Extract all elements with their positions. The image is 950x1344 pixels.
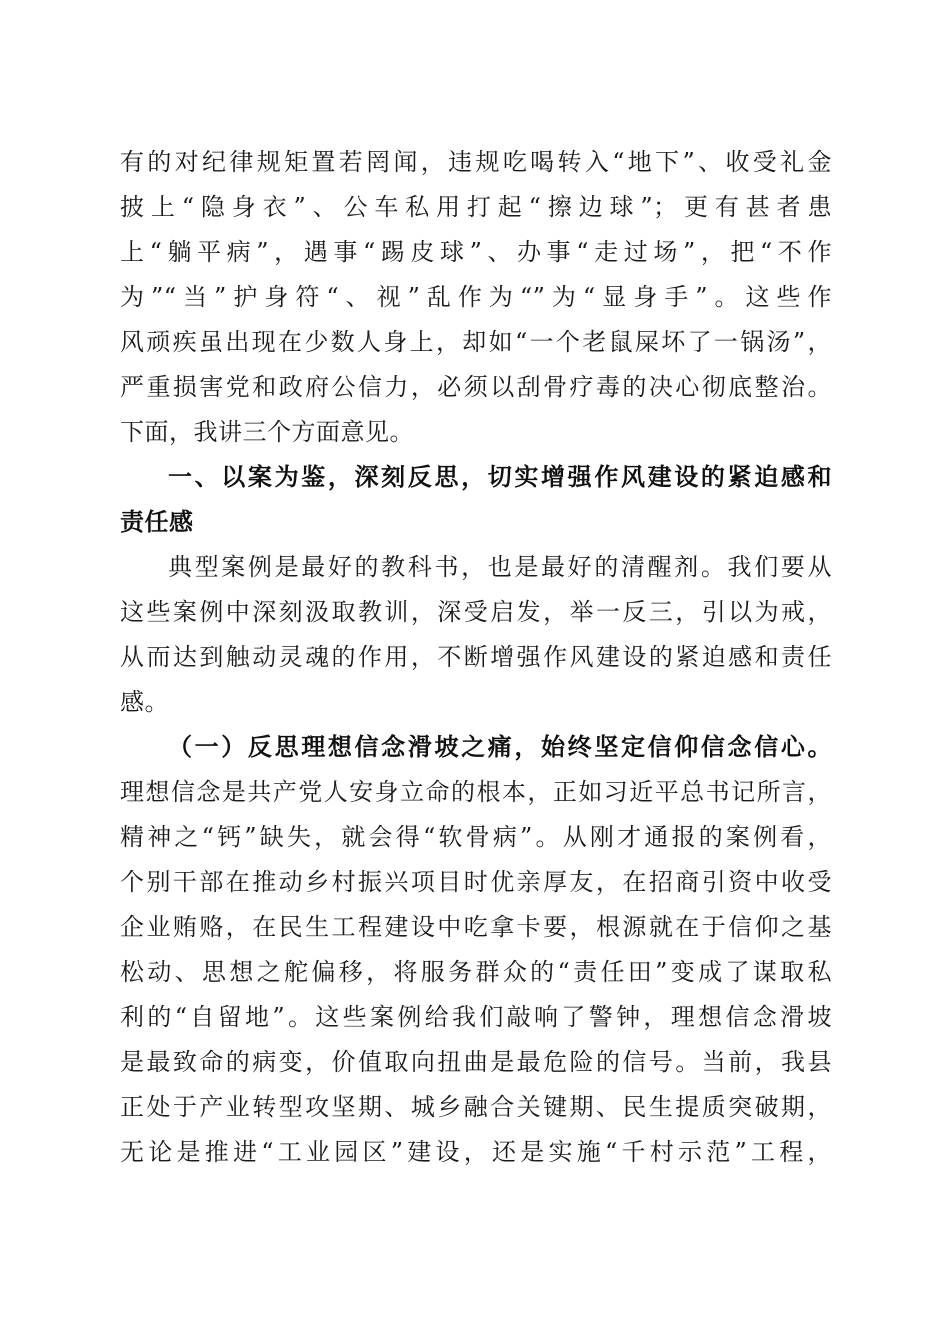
paragraph-line: 典型案例是最好的教科书，也是最好的清醒剂。我们要从 xyxy=(168,553,832,581)
paragraph-line: 这些案例中深刻汲取教训，深受启发，举一反三，引以为戒， xyxy=(120,598,832,626)
paragraph-line: 是最致命的病变，价值取向扭曲是最危险的信号。当前，我县 xyxy=(120,1048,832,1076)
paragraph-line: 风顽疾虽出现在少数人身上，却如“一个老鼠屎坏了一锅汤”， xyxy=(120,328,832,356)
paragraph-line: 利的“自留地”。这些案例给我们敲响了警钟，理想信念滑坡 xyxy=(120,1003,832,1031)
paragraph-line: 个别干部在推动乡村振兴项目时优亲厚友，在招商引资中收受 xyxy=(120,868,832,896)
paragraph-line: 上“躺平病”，遇事“踢皮球”、办事“走过场”，把“不作 xyxy=(120,238,832,266)
subsection-heading: （一）反思理想信念滑坡之痛，始终坚定信仰信念信心。 xyxy=(168,732,832,761)
paragraph-line: 从而达到触动灵魂的作用，不断增强作风建设的紧迫感和责任 xyxy=(120,643,832,671)
paragraph-line: 严重损害党和政府公信力，必须以刮骨疗毒的决心彻底整治。 xyxy=(120,373,832,401)
paragraph-line: 正处于产业转型攻坚期、城乡融合关键期、民生提质突破期， xyxy=(120,1093,832,1121)
section-heading: 责任感 xyxy=(120,508,194,536)
paragraph-line: 感。 xyxy=(120,688,169,716)
paragraph-line: 企业贿赂，在民生工程建设中吃拿卡要，根源就在于信仰之基 xyxy=(120,913,832,941)
paragraph-line: 披上“隐身衣”、公车私用打起“擦边球”；更有甚者患 xyxy=(120,193,832,221)
section-heading: 一、以案为鉴，深刻反思，切实增强作风建设的紧迫感和 xyxy=(168,463,832,491)
paragraph-line: 理想信念是共产党人安身立命的根本，正如习近平总书记所言， xyxy=(120,778,832,806)
paragraph-line: 下面，我讲三个方面意见。 xyxy=(120,418,414,446)
paragraph-line: 精神之“钙”缺失，就会得“软骨病”。从刚才通报的案例看， xyxy=(120,823,832,851)
paragraph-line: 松动、思想之舵偏移，将服务群众的“责任田”变成了谋取私 xyxy=(120,958,832,986)
paragraph-line: 有的对纪律规矩置若罔闻，违规吃喝转入“地下”、收受礼金 xyxy=(120,148,832,176)
paragraph-line: 无论是推进“工业园区”建设，还是实施“千村示范”工程， xyxy=(120,1138,832,1166)
paragraph-line: 为”“当”护身符“、视”乱作为“”为“显身手”。这些作 xyxy=(120,283,832,311)
